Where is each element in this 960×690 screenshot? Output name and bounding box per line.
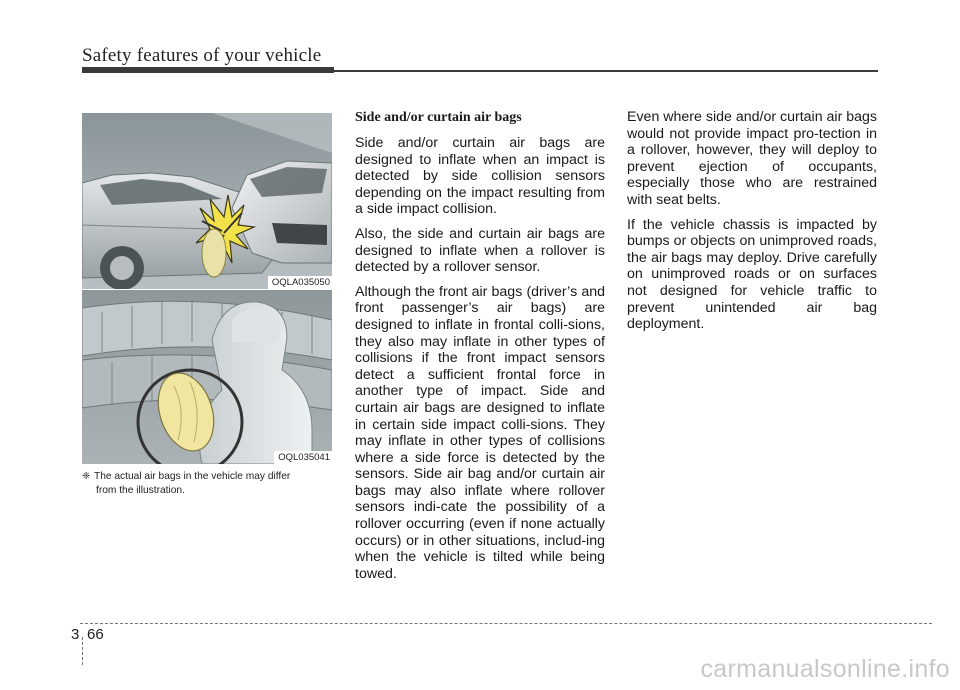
paragraph: Although the front air bags (driver’s and front passenger’s air bags) are designed to inflate in frontal colli-sions, they also may inflate in other types of collisions if the front impact sensors detect a sufficient frontal force in another type of impact. Side and curtain air bags are designed to inflate in certain side impact colli-sions. They may inflate in other types of collisions where a side force is detected by the sensors. Side air bag and/or curtain air bags may also inflate where rollover sensors indi-cate the possibility of a rollover occurring (even if none actually occurs) or in other situations, includ-ing when the vehicle is tilted while being towed. [355,283,605,582]
section-heading: Side and/or curtain air bags [355,110,522,125]
figure-code: OQL035041 [274,451,332,464]
note-line-2: from the illustration. [96,485,185,496]
paragraph: Also, the side and curtain air bags are designed to inflate when a rollover is detected by a rollover sensor. [355,225,605,276]
paragraph: If the vehicle chassis is impacted by bumps or objects on unimproved roads, the air bags may deploy. Drive carefully on unimproved roads or on surfaces not designed for vehicle traffic to prevent unintended air bag deployment. [627,216,877,333]
note-line-1: The actual air bags in the vehicle may differ [94,471,291,482]
watermark: carmanualsonline.info [700,655,950,683]
header-rule-thick [82,67,334,73]
side-impact-illustration [82,113,332,289]
page-number: 66 [87,626,104,643]
figure-code: OQLA035050 [268,276,332,289]
text-column-right [627,109,877,341]
chapter-number: 3 [71,626,80,643]
side-impact-drawing [82,113,332,289]
page-header-title: Safety features of your vehicle [82,45,322,66]
header-rule-thin [334,70,878,72]
footer-rule [80,623,932,624]
paragraph: Side and/or curtain air bags are designed to inflate when an impact is detected by side collision sensors depending on the impact resulting from a side impact collision. [355,135,605,218]
text-column-middle [355,109,605,590]
seat-airbag-illustration [82,289,332,464]
seat-airbag-drawing [82,290,332,464]
figure-note [82,470,334,498]
footer-divider [82,637,83,665]
paragraph: Even where side and/or curtain air bags would not provide impact pro-tection in a rollover, however, they will deploy to prevent ejection of occupants, especially those who are restrained with seat belts. [627,109,877,208]
note-mark: ❈ [82,471,91,482]
